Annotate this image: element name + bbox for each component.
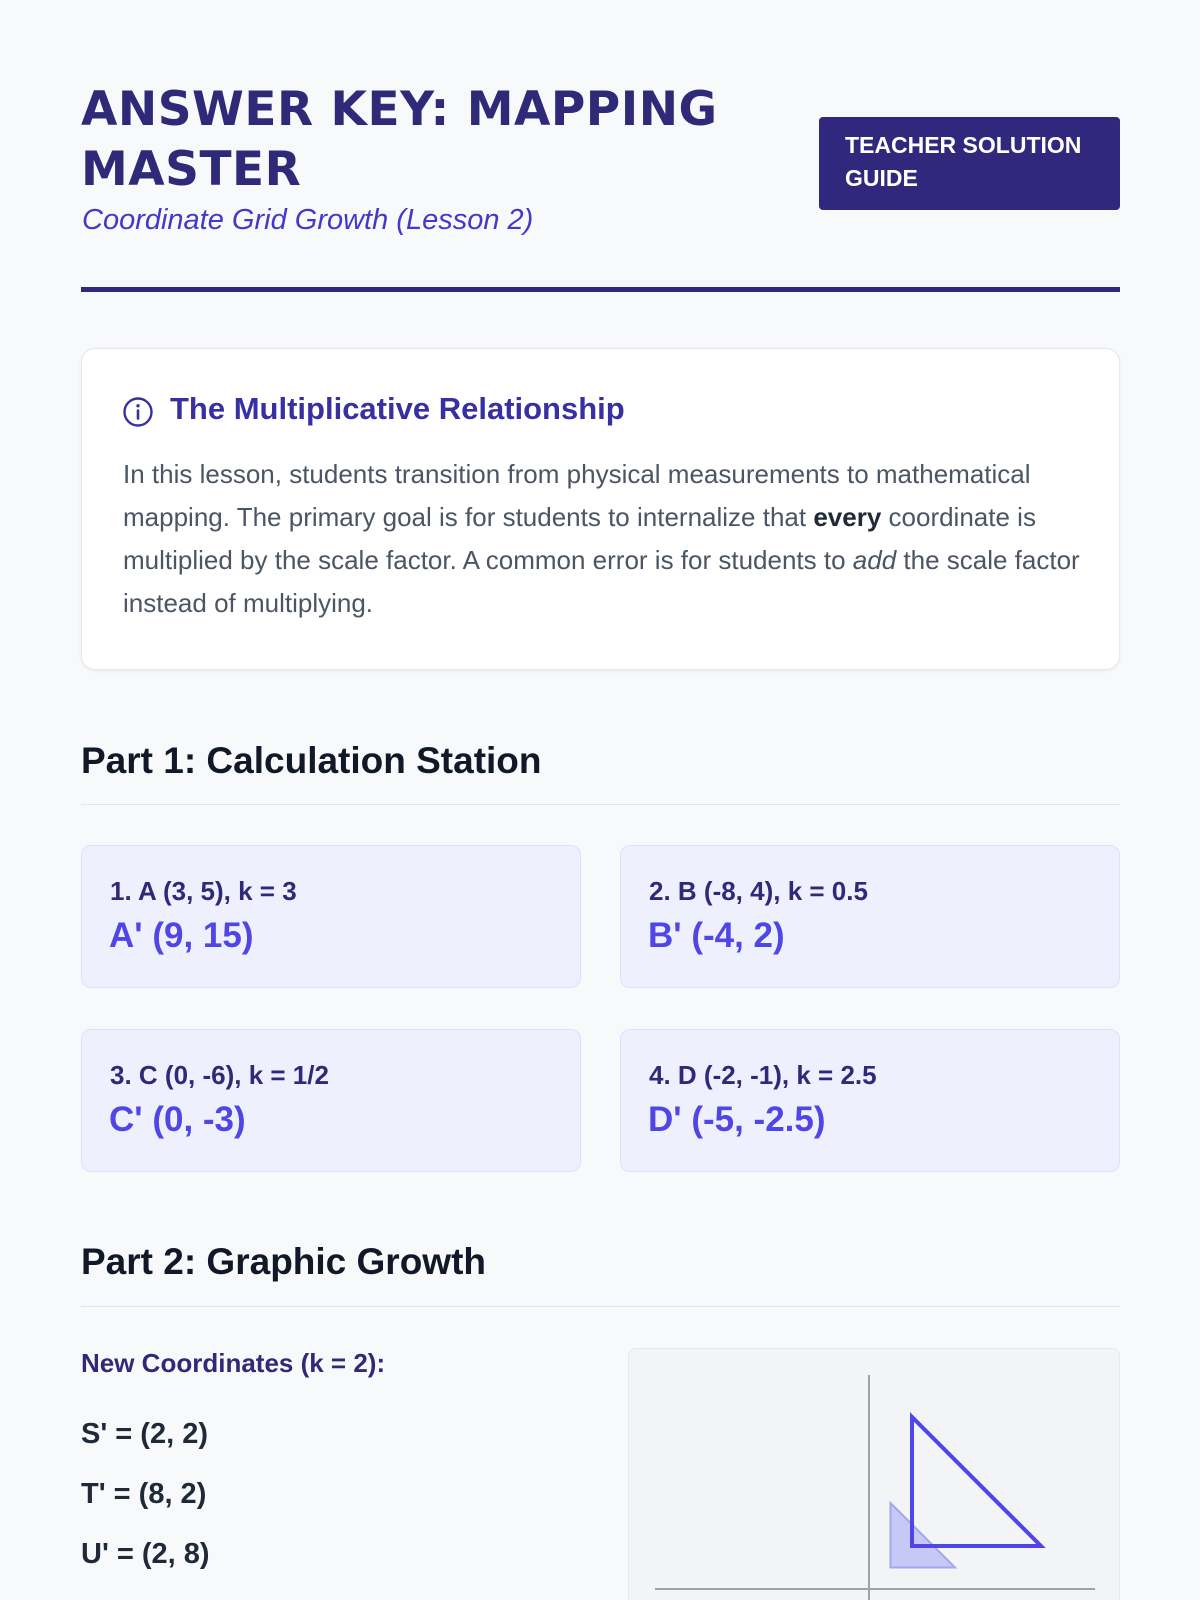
coords-label: New Coordinates (k = 2): (81, 1348, 386, 1378)
original-triangle (891, 1503, 956, 1568)
calc-question: 4. D (-2, -1), k = 2.5 (649, 1060, 877, 1090)
calc-answer: B' (-4, 2) (648, 916, 785, 955)
part1-title: Part 1: Calculation Station (81, 740, 542, 781)
calc-answer: D' (-5, -2.5) (648, 1100, 826, 1139)
coord-t-prime: T' = (8, 2) (81, 1478, 207, 1510)
info-body-text: coordinate is multiplied by the scale factor. A common error is for students to (123, 502, 1036, 575)
scaled-triangle (912, 1417, 1041, 1546)
calc-card-1 (81, 845, 581, 988)
info-body (123, 453, 1083, 625)
part2-divider (81, 1306, 1120, 1307)
calc-question: 1. A (3, 5), k = 3 (110, 876, 297, 906)
coord-u-prime: U' = (2, 8) (81, 1538, 210, 1570)
calc-card-3 (81, 1029, 581, 1172)
dilation-graph-svg (629, 1349, 1120, 1600)
info-card (81, 348, 1120, 670)
info-body-text: the scale factor instead of multiplying. (123, 545, 1080, 618)
calc-card-2 (620, 845, 1120, 988)
page-header (81, 80, 1120, 250)
info-body-text: In this lesson, students transition from physical measurements to mathematical mapping. The primary goal is for students to internalize that (123, 459, 1031, 532)
dilation-graph (628, 1348, 1120, 1600)
header-divider (81, 287, 1120, 292)
calc-card-4 (620, 1029, 1120, 1172)
info-circle-icon (122, 396, 154, 428)
calc-answer: A' (9, 15) (109, 916, 254, 955)
page-title: ANSWER KEY: MAPPING MASTER (81, 82, 718, 197)
page-subtitle: Coordinate Grid Growth (Lesson 2) (82, 204, 534, 236)
info-body-bold: every (813, 502, 882, 532)
info-body-italic: add (852, 545, 897, 575)
part1-divider (81, 804, 1120, 805)
info-title: The Multiplicative Relationship (170, 391, 625, 426)
teacher-guide-badge: TEACHER SOLUTION GUIDE (819, 117, 1120, 210)
calc-question: 2. B (-8, 4), k = 0.5 (649, 876, 868, 906)
calc-answer: C' (0, -3) (109, 1100, 246, 1139)
calc-question: 3. C (0, -6), k = 1/2 (110, 1060, 329, 1090)
part2-title: Part 2: Graphic Growth (81, 1241, 487, 1282)
coord-s-prime: S' = (2, 2) (81, 1418, 208, 1450)
